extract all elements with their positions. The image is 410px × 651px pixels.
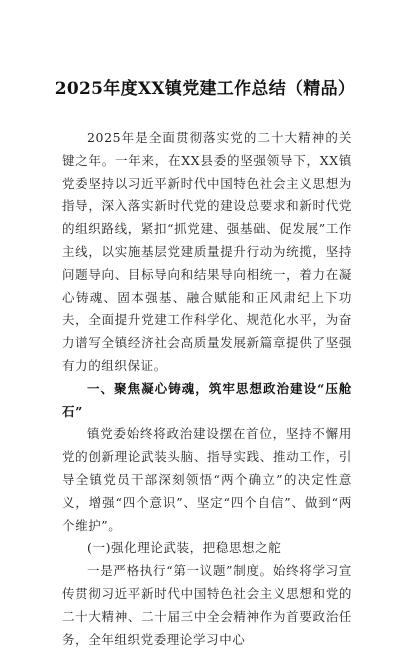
document-body xyxy=(62,127,352,651)
subsection-heading-1: (一)强化理论武装，把稳思想之舵 xyxy=(87,540,282,556)
section-1-paragraph: 镇党委始终将政治建设摆在首位，坚持不懈用党的创新理论武装头脑、指导实践、推动工作，引导全镇党员干部深刻领悟“两个确立”的决定性意义，增强“四个意识”、坚定“四个自信”、做到“两个维护”。 xyxy=(62,426,352,533)
section-heading-1: 一、聚焦凝心铸魂，筑牢思想政治建设“压舱石” xyxy=(62,380,352,419)
intro-paragraph: 2025年是全面贯彻落实党的二十大精神的关键之年。一年来，在XX县委的坚强领导下，XX镇党委坚持以习近平新时代中国特色社会主义思想为指导，深入落实新时代党的建设总要求和新时代党的组织路线，紧扣“抓党建、强基础、促发展”工作主线，以实施基层党建质量提升行动为统揽，坚持问题导向、目标导向和结果导向相统一，着力在凝心铸魂、固本强基、融合赋能和正风肃纪上下功夫，全面提升党建工作科学化、规范化水平，为奋力谱写全镇经济社会高质量发展新篇章提供了坚强有力的组织保证。 xyxy=(62,130,352,373)
subsection-1-paragraph: 一是严格执行“第一议题”制度。始终将学习宣传贯彻习近平新时代中国特色社会主义思想和党的二十大精神、二十届三中全会精神作为首要政治任务，全年组织党委理论学习中心 xyxy=(62,563,352,647)
document-title: 2025年度XX镇党建工作总结（精品） xyxy=(54,79,356,99)
